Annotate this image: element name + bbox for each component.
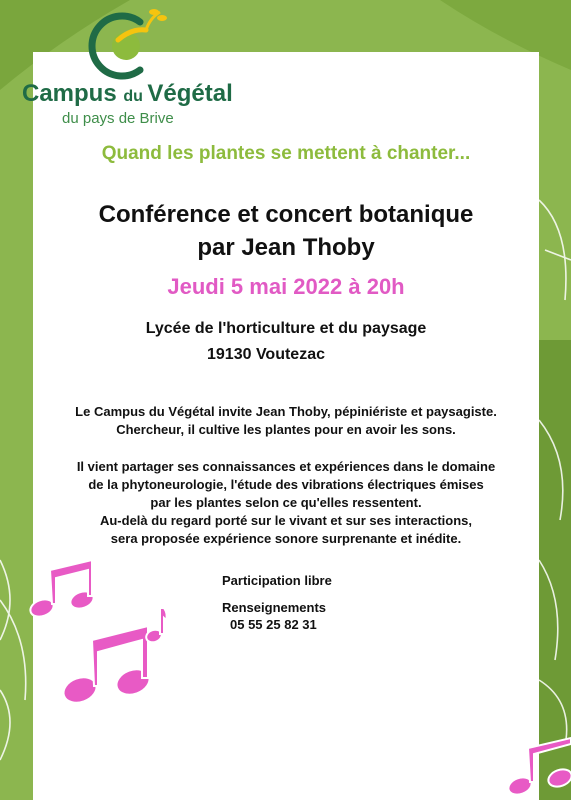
text-line: sera proposée expérience sonore surprenante et inédite. [110, 531, 462, 546]
text-line: Le Campus du Végétal invite Jean Thoby, pépiniériste et paysagiste. [75, 404, 497, 419]
brand-name [22, 80, 262, 111]
text-line: de la phytoneurologie, l'étude des vibrations électriques émises [88, 477, 484, 492]
text-line: Chercheur, il cultive les plantes pour en avoir les sons. [116, 422, 456, 437]
brand-name-part1: Campus [22, 80, 124, 107]
brand-name-part3: Végétal [147, 80, 233, 107]
event-date: Jeudi 5 mai 2022 à 20h [167, 274, 405, 299]
participation-label: Participation libre [222, 573, 332, 588]
brand-name-part2: du [123, 88, 148, 105]
title-line-1: Conférence et concert botanique [98, 201, 474, 228]
text-line: par les plantes selon ce qu'elles ressentent. [150, 495, 422, 510]
page-title [33, 198, 539, 264]
brand-subtitle: du pays de Brive [62, 110, 174, 127]
intro-paragraph [33, 403, 539, 439]
tagline: Quand les plantes se mettent à chanter... [101, 143, 471, 164]
description-paragraph [33, 458, 539, 548]
text-line: Il vient partager ses connaissances et expériences dans le domaine [76, 459, 496, 474]
info-label: Renseignements [222, 600, 327, 615]
text-line: Au-delà du regard porté sur le vivant et sur ses interactions, [99, 513, 473, 528]
venue-line-1: Lycée de l'horticulture et du paysage [145, 320, 427, 337]
title-line-2: par Jean Thoby [197, 234, 375, 261]
phone-number: 05 55 25 82 31 [230, 617, 317, 632]
venue-line-2: 19130 Voutezac [207, 346, 325, 363]
venue-address [33, 316, 539, 368]
